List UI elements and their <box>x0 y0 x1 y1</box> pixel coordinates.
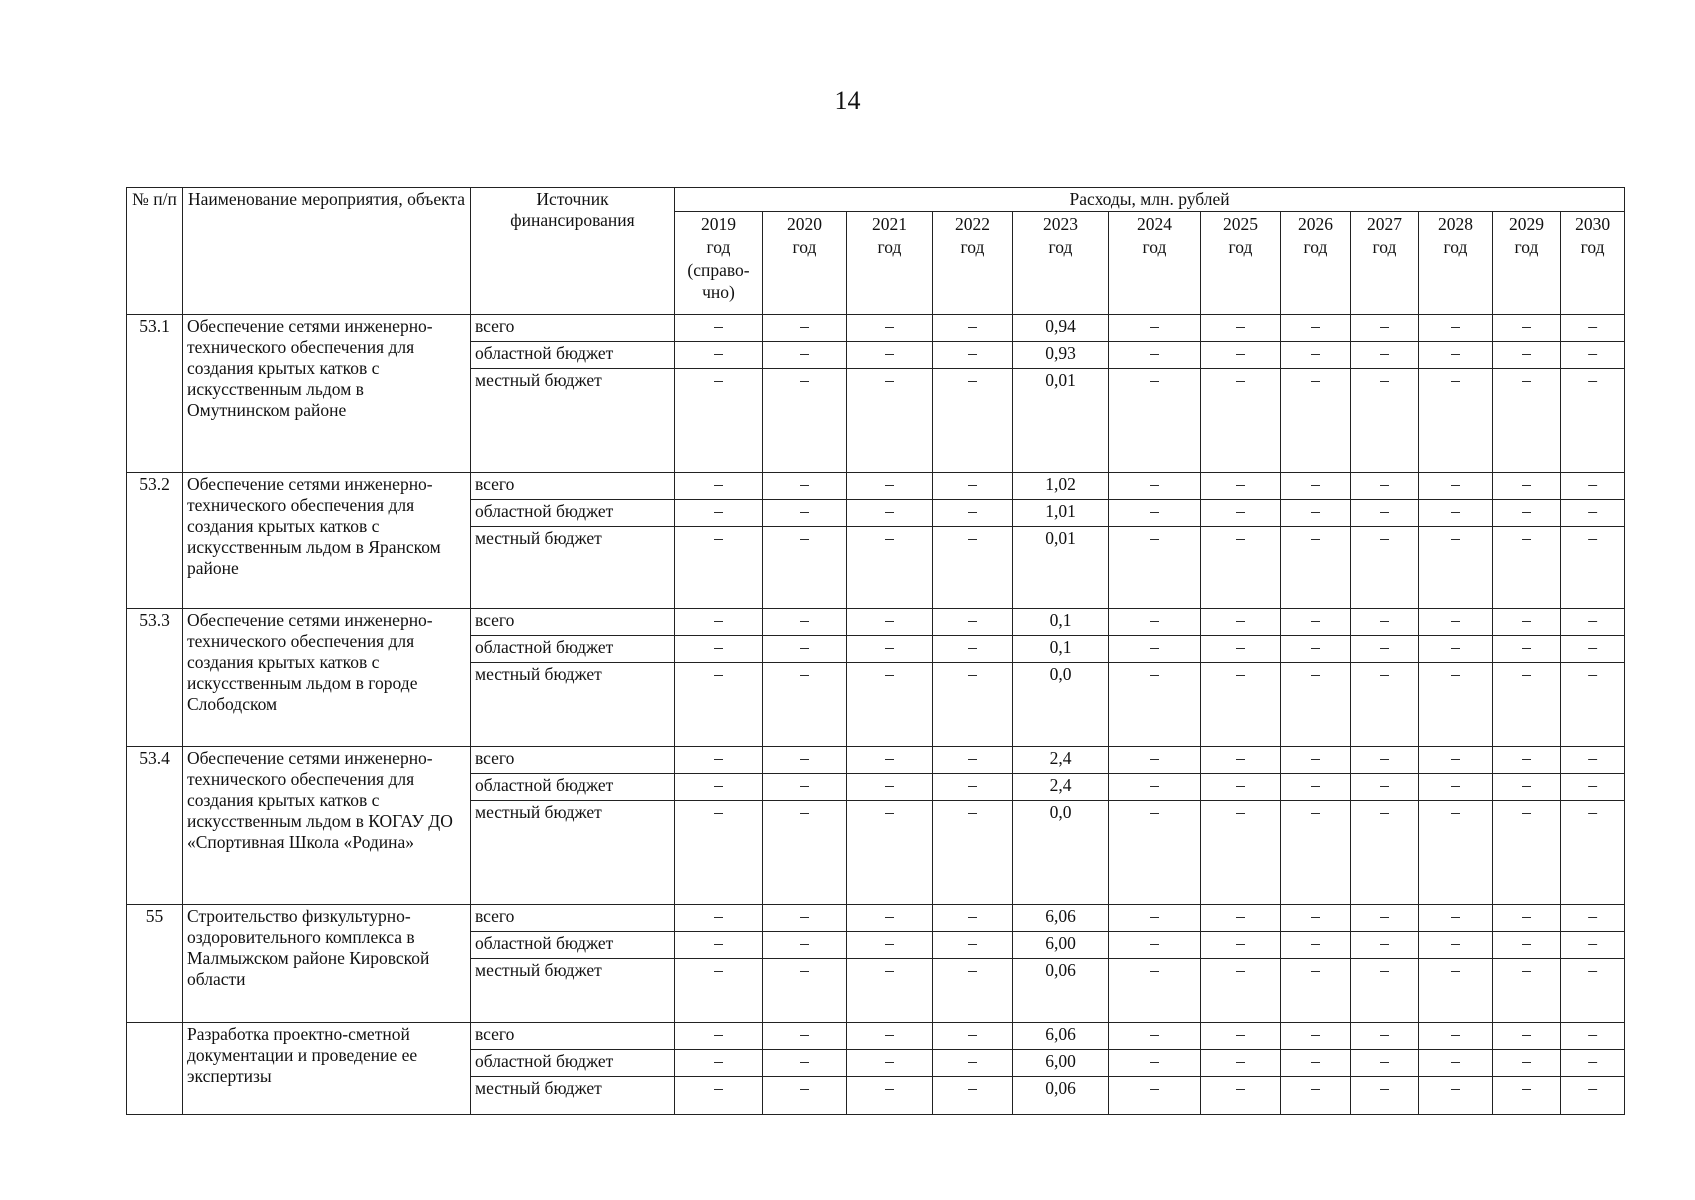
expense-value: – <box>933 747 1013 774</box>
expense-value: 0,01 <box>1013 369 1109 473</box>
expense-value: – <box>675 473 763 500</box>
year-header-year: 2030 <box>1575 214 1611 234</box>
expense-value: – <box>1281 1077 1351 1115</box>
expense-value: – <box>1109 932 1201 959</box>
expense-value: – <box>933 369 1013 473</box>
expense-value: – <box>1109 747 1201 774</box>
expense-value: – <box>1493 959 1561 1023</box>
expense-value: – <box>1561 1050 1625 1077</box>
year-header-unit: год <box>706 236 731 257</box>
expense-value: – <box>1109 959 1201 1023</box>
expense-value: – <box>675 747 763 774</box>
expense-value: – <box>1201 473 1281 500</box>
table-row <box>127 609 1625 636</box>
expense-value: – <box>847 636 933 663</box>
expense-value: – <box>1561 315 1625 342</box>
expense-value: – <box>1419 801 1493 905</box>
expense-value: – <box>933 342 1013 369</box>
expense-value: – <box>675 959 763 1023</box>
year-header <box>1419 212 1493 315</box>
funding-source: местный бюджет <box>471 959 675 1023</box>
expense-value: – <box>763 747 847 774</box>
expense-value: – <box>1561 747 1625 774</box>
expense-value: – <box>1419 932 1493 959</box>
year-header-unit: год <box>1142 236 1167 257</box>
expense-value: – <box>1201 636 1281 663</box>
expense-value: – <box>1351 905 1419 932</box>
expense-value: – <box>1109 527 1201 609</box>
expense-value: – <box>1493 527 1561 609</box>
expense-value: – <box>675 636 763 663</box>
funding-source: местный бюджет <box>471 527 675 609</box>
expense-value: – <box>1419 473 1493 500</box>
event-name: Обеспечение сетями инженерно-технического обеспечения для создания крытых катков с искусственным льдом в Омутнинском районе <box>183 315 471 473</box>
expense-value: – <box>1561 527 1625 609</box>
expense-value: 6,00 <box>1013 1050 1109 1077</box>
year-header <box>847 212 933 315</box>
year-header <box>933 212 1013 315</box>
expense-value: – <box>1493 500 1561 527</box>
year-header-year: 2025 <box>1223 214 1258 234</box>
year-header-unit: год <box>1048 236 1073 257</box>
name-col-header: Наименование мероприятия, объекта <box>183 188 471 315</box>
expense-value: – <box>1493 1077 1561 1115</box>
expense-value: – <box>1493 774 1561 801</box>
expense-value: – <box>1419 315 1493 342</box>
expense-value: – <box>933 905 1013 932</box>
expense-value: – <box>1281 609 1351 636</box>
year-header <box>763 212 847 315</box>
expense-value: – <box>933 1077 1013 1115</box>
expenses-col-header: Расходы, млн. рублей <box>675 188 1625 212</box>
page-number: 14 <box>834 86 861 115</box>
table-row <box>127 315 1625 342</box>
expense-value: – <box>1351 774 1419 801</box>
event-name: Обеспечение сетями инженерно-технического обеспечения для создания крытых катков с искусственным льдом в Яранском районе <box>183 473 471 609</box>
expense-value: – <box>1351 801 1419 905</box>
expense-value: – <box>847 473 933 500</box>
expense-value: – <box>847 774 933 801</box>
funding-source: всего <box>471 473 675 500</box>
expense-value: – <box>1419 663 1493 747</box>
expense-value: – <box>1561 473 1625 500</box>
table-row <box>127 473 1625 500</box>
expense-value: – <box>1201 500 1281 527</box>
expense-value: – <box>763 636 847 663</box>
expense-value: – <box>763 774 847 801</box>
year-header-unit: год <box>1514 236 1539 257</box>
header-row <box>127 188 1625 212</box>
year-header-year: 2026 <box>1298 214 1333 234</box>
funding-source: областной бюджет <box>471 500 675 527</box>
year-header-unit: год <box>1580 236 1605 257</box>
row-number: 53.1 <box>127 315 183 473</box>
expense-value: – <box>1201 932 1281 959</box>
expense-value: – <box>763 959 847 1023</box>
expense-value: – <box>675 932 763 959</box>
expense-value: – <box>675 801 763 905</box>
expense-value: – <box>847 1023 933 1050</box>
expense-value: – <box>1281 959 1351 1023</box>
expense-value: – <box>1201 369 1281 473</box>
expense-value: – <box>1201 1023 1281 1050</box>
expense-value: – <box>1201 747 1281 774</box>
expense-value: – <box>1351 1050 1419 1077</box>
expense-value: – <box>1351 369 1419 473</box>
year-header <box>1201 212 1281 315</box>
expense-value: – <box>1561 1023 1625 1050</box>
expense-value: – <box>1351 932 1419 959</box>
expense-value: – <box>1493 342 1561 369</box>
year-header-unit: год <box>1303 236 1328 257</box>
num-col-header: № п/п <box>127 188 183 315</box>
expense-value: – <box>1281 747 1351 774</box>
row-number: 55 <box>127 905 183 1023</box>
expense-value: – <box>1201 609 1281 636</box>
expense-value: – <box>847 1077 933 1115</box>
expense-value: – <box>1493 1050 1561 1077</box>
expense-value: – <box>1281 1050 1351 1077</box>
funding-source: всего <box>471 609 675 636</box>
source-col-header: Источник финансирования <box>471 188 675 315</box>
year-header <box>1281 212 1351 315</box>
expense-value: – <box>1281 473 1351 500</box>
expense-value: – <box>763 342 847 369</box>
expense-value: – <box>1561 636 1625 663</box>
expense-value: – <box>1109 315 1201 342</box>
expense-value: 6,06 <box>1013 1023 1109 1050</box>
year-header-year: 2024 <box>1137 214 1172 234</box>
expense-value: – <box>1493 636 1561 663</box>
expense-value: – <box>847 663 933 747</box>
expense-value: – <box>933 1023 1013 1050</box>
expense-value: – <box>1493 747 1561 774</box>
expense-value: – <box>763 1023 847 1050</box>
expense-value: – <box>933 609 1013 636</box>
expense-value: – <box>763 527 847 609</box>
expense-value: – <box>1419 747 1493 774</box>
expense-value: – <box>1419 1077 1493 1115</box>
event-name: Обеспечение сетями инженерно-технического обеспечения для создания крытых катков с искусственным льдом в КОГАУ ДО «Спортивная Школа «Родина» <box>183 747 471 905</box>
expense-value: 6,06 <box>1013 905 1109 932</box>
expense-value: – <box>1351 527 1419 609</box>
funding-source: всего <box>471 747 675 774</box>
expense-value: – <box>1201 342 1281 369</box>
year-header-year: 2027 <box>1367 214 1402 234</box>
table-row <box>127 905 1625 932</box>
expense-value: – <box>1351 1023 1419 1050</box>
expense-value: – <box>675 315 763 342</box>
expense-value: – <box>847 801 933 905</box>
expense-value: 0,06 <box>1013 1077 1109 1115</box>
expense-value: – <box>933 315 1013 342</box>
expense-value: – <box>763 473 847 500</box>
expense-value: – <box>1419 369 1493 473</box>
expense-value: 0,0 <box>1013 663 1109 747</box>
expense-value: – <box>933 636 1013 663</box>
expense-value: – <box>1109 473 1201 500</box>
expense-value: – <box>763 663 847 747</box>
expense-value: – <box>1201 663 1281 747</box>
expense-value: – <box>675 663 763 747</box>
expense-value: – <box>847 315 933 342</box>
expense-value: – <box>1109 609 1201 636</box>
expense-value: – <box>1493 663 1561 747</box>
expense-value: – <box>1109 663 1201 747</box>
expense-value: – <box>933 473 1013 500</box>
expense-value: – <box>1351 663 1419 747</box>
expense-value: – <box>1281 527 1351 609</box>
expense-value: – <box>1561 369 1625 473</box>
expense-value: – <box>1351 500 1419 527</box>
expense-value: – <box>1561 609 1625 636</box>
expense-value: – <box>1351 473 1419 500</box>
expense-value: – <box>1493 1023 1561 1050</box>
funding-source: местный бюджет <box>471 801 675 905</box>
year-header-note: (справо-чно) <box>687 259 750 303</box>
funding-source: местный бюджет <box>471 369 675 473</box>
funding-source: областной бюджет <box>471 774 675 801</box>
expense-value: – <box>933 500 1013 527</box>
year-header <box>1013 212 1109 315</box>
expense-value: – <box>675 527 763 609</box>
expenses-table <box>126 187 1625 1115</box>
year-header-year: 2023 <box>1043 214 1078 234</box>
expense-value: – <box>1419 1023 1493 1050</box>
year-header <box>1109 212 1201 315</box>
expense-value: – <box>1281 500 1351 527</box>
row-number <box>127 1023 183 1115</box>
expense-value: – <box>1201 315 1281 342</box>
expense-value: – <box>675 609 763 636</box>
expense-value: – <box>1419 342 1493 369</box>
expense-value: – <box>933 527 1013 609</box>
expense-value: – <box>1201 959 1281 1023</box>
expense-value: – <box>1351 747 1419 774</box>
expense-value: – <box>1201 774 1281 801</box>
event-name: Строительство физкультурно-оздоровительного комплекса в Малмыжском районе Кировской области <box>183 905 471 1023</box>
expense-value: – <box>1281 905 1351 932</box>
expense-value: – <box>847 905 933 932</box>
expense-value: – <box>675 500 763 527</box>
year-header-unit: год <box>877 236 902 257</box>
expense-value: – <box>1493 315 1561 342</box>
expense-value: – <box>675 342 763 369</box>
expense-value: – <box>1561 342 1625 369</box>
expense-value: – <box>1493 369 1561 473</box>
year-header-year: 2022 <box>955 214 990 234</box>
expense-value: – <box>1109 801 1201 905</box>
year-header <box>675 212 763 315</box>
expense-value: – <box>847 609 933 636</box>
expense-value: – <box>1201 905 1281 932</box>
expense-value: 0,06 <box>1013 959 1109 1023</box>
expense-value: – <box>847 747 933 774</box>
table-body <box>127 315 1625 1115</box>
year-header-unit: год <box>1228 236 1253 257</box>
year-header-unit: год <box>1372 236 1397 257</box>
expense-value: – <box>847 1050 933 1077</box>
expense-value: 0,1 <box>1013 636 1109 663</box>
expense-value: 0,1 <box>1013 609 1109 636</box>
expense-value: – <box>1201 801 1281 905</box>
expense-value: – <box>1109 774 1201 801</box>
funding-source: областной бюджет <box>471 1050 675 1077</box>
expense-value: 2,4 <box>1013 774 1109 801</box>
expense-value: – <box>763 1077 847 1115</box>
expense-value: – <box>1493 932 1561 959</box>
expense-value: – <box>1351 342 1419 369</box>
row-number: 53.4 <box>127 747 183 905</box>
expense-value: – <box>1493 473 1561 500</box>
expense-value: – <box>1419 636 1493 663</box>
expense-value: – <box>1351 959 1419 1023</box>
expense-value: – <box>1281 315 1351 342</box>
expense-value: – <box>1561 959 1625 1023</box>
expense-value: 1,01 <box>1013 500 1109 527</box>
expense-value: – <box>675 369 763 473</box>
expense-value: – <box>675 1023 763 1050</box>
expense-value: – <box>763 500 847 527</box>
expense-value: – <box>1109 1050 1201 1077</box>
expense-value: – <box>763 369 847 473</box>
table-row <box>127 1023 1625 1050</box>
expense-value: – <box>1201 1050 1281 1077</box>
event-name: Разработка проектно-сметной документации и проведение ее экспертизы <box>183 1023 471 1115</box>
expense-value: 1,02 <box>1013 473 1109 500</box>
expense-value: – <box>933 1050 1013 1077</box>
expense-value: – <box>1493 609 1561 636</box>
expense-value: – <box>763 801 847 905</box>
expense-value: 0,94 <box>1013 315 1109 342</box>
funding-source: всего <box>471 315 675 342</box>
expense-value: – <box>1281 774 1351 801</box>
funding-source: областной бюджет <box>471 342 675 369</box>
year-header <box>1561 212 1625 315</box>
event-name: Обеспечение сетями инженерно-технического обеспечения для создания крытых катков с искусственным льдом в городе Слободском <box>183 609 471 747</box>
expense-value: – <box>763 905 847 932</box>
expense-value: – <box>1561 801 1625 905</box>
expense-value: – <box>847 959 933 1023</box>
expense-value: – <box>1201 1077 1281 1115</box>
expense-value: – <box>1281 932 1351 959</box>
expense-value: – <box>1419 905 1493 932</box>
expense-value: – <box>675 905 763 932</box>
year-header-year: 2028 <box>1438 214 1473 234</box>
expense-value: – <box>1561 774 1625 801</box>
expense-value: – <box>1561 932 1625 959</box>
funding-source: областной бюджет <box>471 932 675 959</box>
funding-source: местный бюджет <box>471 1077 675 1115</box>
expense-value: 0,0 <box>1013 801 1109 905</box>
funding-source: всего <box>471 1023 675 1050</box>
year-header-year: 2019 <box>701 214 736 234</box>
year-header-unit: год <box>1443 236 1468 257</box>
expense-value: – <box>933 932 1013 959</box>
expense-value: – <box>1419 500 1493 527</box>
expense-value: 0,01 <box>1013 527 1109 609</box>
expense-value: – <box>1109 1077 1201 1115</box>
expense-value: – <box>1419 609 1493 636</box>
expense-value: – <box>675 1050 763 1077</box>
expense-value: – <box>763 609 847 636</box>
expense-value: – <box>1351 315 1419 342</box>
expense-value: – <box>1201 527 1281 609</box>
expense-value: – <box>1493 801 1561 905</box>
expense-value: – <box>847 932 933 959</box>
expense-value: – <box>675 774 763 801</box>
expense-value: – <box>763 932 847 959</box>
expense-value: – <box>1109 342 1201 369</box>
expense-value: – <box>1493 905 1561 932</box>
funding-source: всего <box>471 905 675 932</box>
row-number: 53.3 <box>127 609 183 747</box>
year-header-year: 2020 <box>787 214 822 234</box>
expense-value: – <box>1561 905 1625 932</box>
expense-value: – <box>1281 369 1351 473</box>
expense-value: – <box>847 342 933 369</box>
expense-value: – <box>1109 500 1201 527</box>
expense-value: – <box>1109 1023 1201 1050</box>
expense-value: – <box>1281 342 1351 369</box>
year-header-year: 2021 <box>872 214 907 234</box>
expense-value: – <box>847 369 933 473</box>
expense-value: – <box>1281 1023 1351 1050</box>
expense-value: – <box>1351 609 1419 636</box>
expense-value: 0,93 <box>1013 342 1109 369</box>
expense-value: – <box>1419 527 1493 609</box>
expense-value: – <box>1561 663 1625 747</box>
expense-value: – <box>1109 636 1201 663</box>
expense-value: – <box>933 959 1013 1023</box>
year-header <box>1493 212 1561 315</box>
year-header <box>1351 212 1419 315</box>
expense-value: – <box>933 801 1013 905</box>
expense-value: – <box>847 527 933 609</box>
expense-value: – <box>1561 500 1625 527</box>
expense-value: – <box>1561 1077 1625 1115</box>
year-header-year: 2029 <box>1509 214 1544 234</box>
expense-value: – <box>1419 774 1493 801</box>
expense-value: – <box>933 663 1013 747</box>
funding-source: местный бюджет <box>471 663 675 747</box>
expense-value: – <box>1281 801 1351 905</box>
expense-value: – <box>1419 1050 1493 1077</box>
expense-value: – <box>847 500 933 527</box>
expense-value: – <box>1109 369 1201 473</box>
expense-value: – <box>675 1077 763 1115</box>
row-number: 53.2 <box>127 473 183 609</box>
expense-value: – <box>1351 636 1419 663</box>
funding-source: областной бюджет <box>471 636 675 663</box>
year-header-unit: год <box>792 236 817 257</box>
table-row <box>127 747 1625 774</box>
expense-value: – <box>763 1050 847 1077</box>
expense-value: 2,4 <box>1013 747 1109 774</box>
expense-value: 6,00 <box>1013 932 1109 959</box>
expense-value: – <box>933 774 1013 801</box>
year-header-unit: год <box>960 236 985 257</box>
expense-value: – <box>1419 959 1493 1023</box>
expense-value: – <box>1109 905 1201 932</box>
expense-value: – <box>1281 663 1351 747</box>
expense-value: – <box>763 315 847 342</box>
expense-value: – <box>1281 636 1351 663</box>
expense-value: – <box>1351 1077 1419 1115</box>
